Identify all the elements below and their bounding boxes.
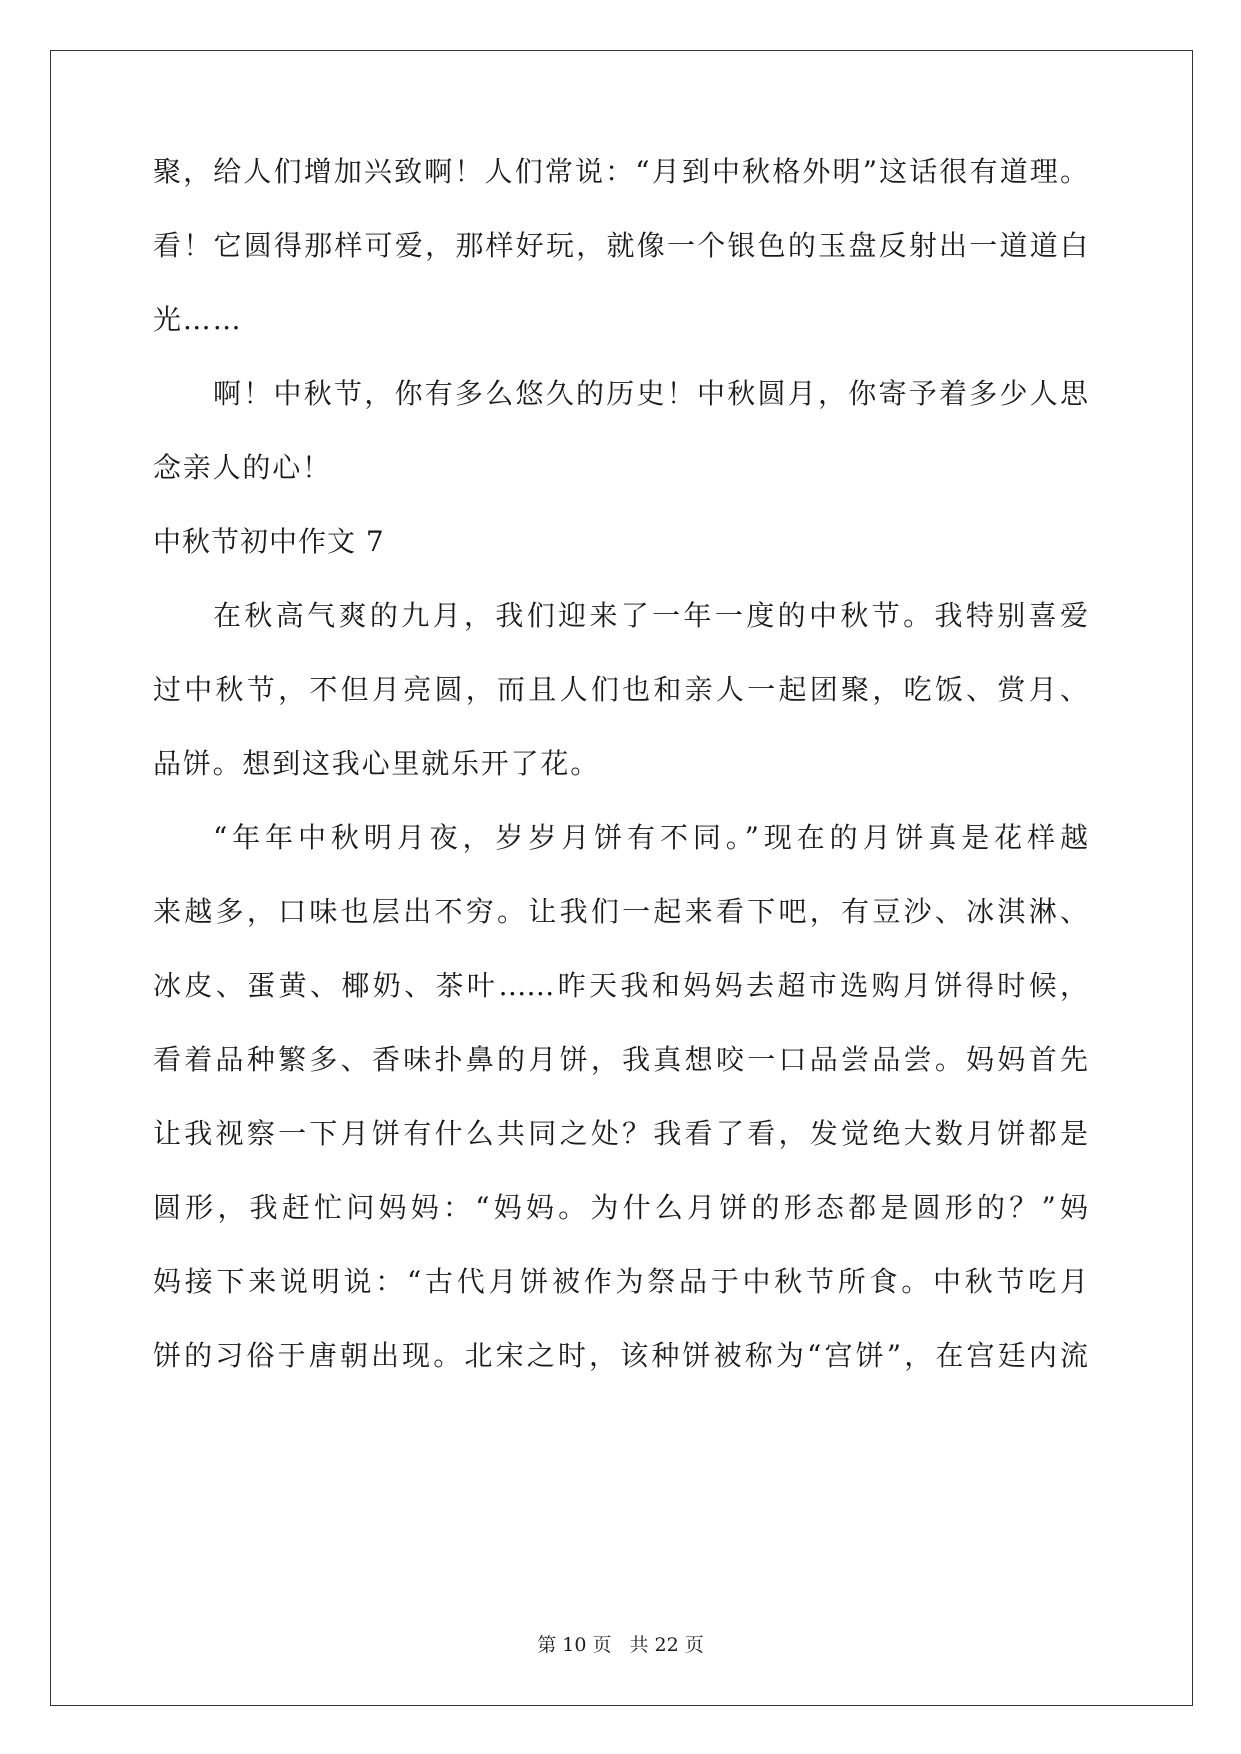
text-line: 啊！中秋节，你有多么悠久的历史！中秋圆月，你寄予着多少人思 [213,377,1088,410]
text-line: 看！它圆得那样可爱，那样好玩，就像一个银色的玉盘反射出一道道白 [153,229,1088,262]
text-line: 光…… [153,303,243,336]
text-line: 来越多，口味也层出不穷。让我们一起来看下吧，有豆沙、冰淇淋、 [153,895,1088,928]
text-line: 在秋高气爽的九月，我们迎来了一年一度的中秋节。我特别喜爱 [213,599,1088,632]
text-line: 聚，给人们增加兴致啊！人们常说：“月到中秋格外明”这话很有道理。 [153,155,1088,188]
text-line: 看着品种繁多、香味扑鼻的月饼，我真想咬一口品尝品尝。妈妈首先 [153,1043,1088,1076]
page-border [50,50,1193,1706]
page-footer [0,1630,1241,1657]
text-line: 饼的习俗于唐朝出现。北宋之时，该种饼被称为“宫饼”，在宫廷内流 [153,1339,1088,1372]
text-line: 念亲人的心！ [153,451,332,484]
text-line: 冰皮、蛋黄、椰奶、茶叶……昨天我和妈妈去超市选购月饼得时候， [153,969,1088,1002]
text-line: 圆形，我赶忙问妈妈：“妈妈。为什么月饼的形态都是圆形的？”妈 [153,1191,1088,1224]
page-number: 第 10 页 [537,1634,612,1656]
text-line: “年年中秋明月夜，岁岁月饼有不同。”现在的月饼真是花样越 [213,821,1088,854]
section-heading: 中秋节初中作文 7 [153,525,385,558]
text-line: 品饼。想到这我心里就乐开了花。 [153,747,601,780]
text-line: 让我视察一下月饼有什么共同之处？我看了看，发觉绝大数月饼都是 [153,1117,1088,1150]
text-line: 过中秋节，不但月亮圆，而且人们也和亲人一起团聚，吃饭、赏月、 [153,673,1088,706]
page-total: 共 22 页 [629,1634,704,1656]
text-line: 妈接下来说明说：“古代月饼被作为祭品于中秋节所食。中秋节吃月 [153,1265,1088,1298]
